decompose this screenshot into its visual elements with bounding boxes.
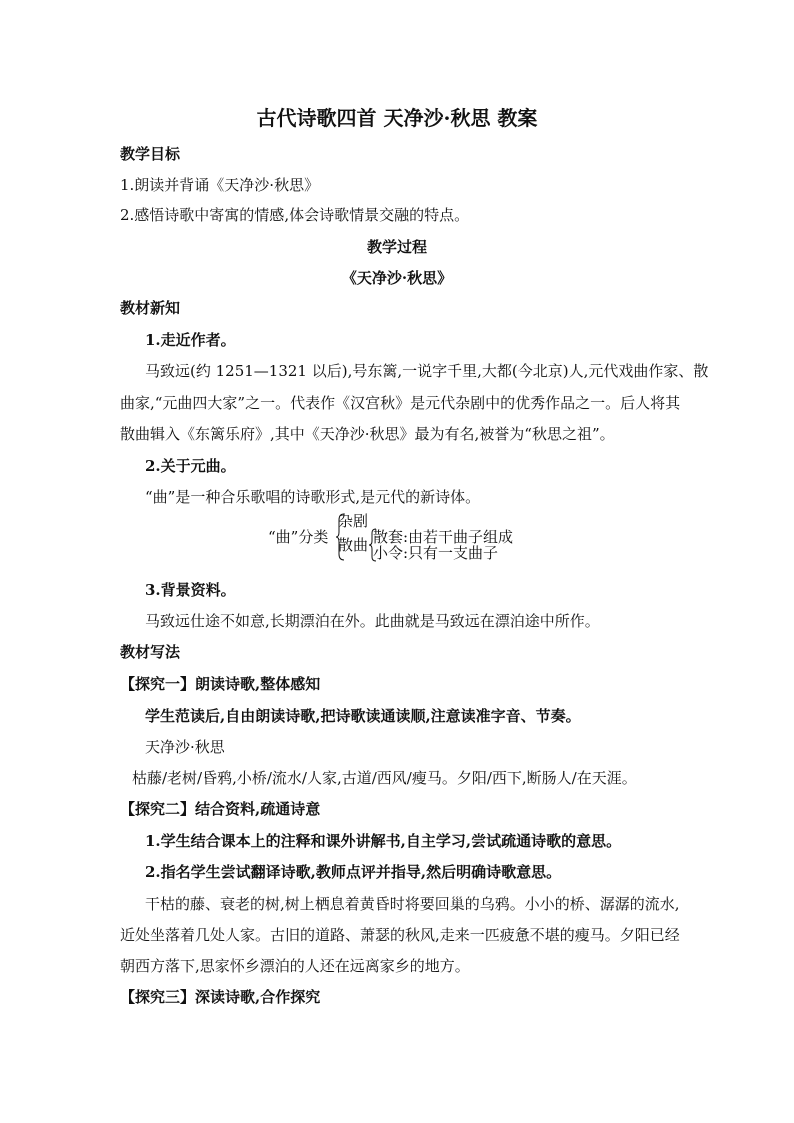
goals-heading: 教学目标 — [120, 145, 181, 163]
explore1-instruction: 学生范读后,自由朗读诗歌,把诗歌读通读顺,注意读准字音、节奏。 — [145, 707, 581, 725]
diagram-zaju-label: 杂剧 — [338, 512, 369, 530]
yuanqu-classification-diagram — [268, 512, 548, 562]
poem-title: 天净沙·秋思 — [145, 738, 225, 756]
author-line-3: 散曲辑入《东篱乐府》,其中《天净沙·秋思》最为有名,被誉为“秋思之祖”。 — [120, 425, 615, 443]
translation-line-3: 朝西方落下,思家怀乡漂泊的人还在远离家乡的地方。 — [120, 957, 470, 975]
diagram-root-label: “曲”分类 — [268, 528, 329, 546]
background-text: 马致远仕途不如意,长期漂泊在外。此曲就是马致远在漂泊途中所作。 — [145, 612, 600, 630]
explore2-step2: 2.指名学生尝试翻译诗歌,教师点评并指导,然后明确诗歌意思。 — [145, 863, 562, 881]
explore2-heading: 【探究二】结合资料,疏通诗意 — [120, 800, 321, 818]
poem-text: 枯藤/老树/昏鸦,小桥/流水/人家,古道/西风/瘦马。夕阳/西下,断肠人/在天涯。 — [132, 769, 637, 787]
goal-item-1: 1.朗读并背诵《天净沙·秋思》 — [120, 176, 320, 194]
writing-heading: 教材写法 — [120, 643, 181, 661]
author-line-1: 马致远(约 1251—1321 以后),号东篱,一说字千里,大都(今北京)人,元代戏曲作家、散 — [145, 362, 709, 380]
diagram-sanqu-label: 散曲 — [338, 536, 369, 554]
author-heading: 1.走近作者。 — [145, 331, 236, 349]
diagram-xiaoling-label: 小令:只有一支曲子 — [373, 544, 499, 562]
explore1-heading: 【探究一】朗读诗歌,整体感知 — [120, 675, 321, 693]
explore3-heading: 【探究三】深读诗歌,合作探究 — [120, 988, 321, 1006]
yuanqu-heading: 2.关于元曲。 — [145, 457, 236, 475]
author-line-2: 曲家,“元曲四大家”之一。代表作《汉宫秋》是元代杂剧中的优秀作品之一。后人将其 — [120, 394, 681, 412]
diagram-taoshu-label: 散套:由若干曲子组成 — [373, 528, 514, 546]
new-knowledge-heading: 教材新知 — [120, 299, 181, 317]
goal-item-2: 2.感悟诗歌中寄寓的情感,体会诗歌情景交融的特点。 — [120, 206, 470, 224]
background-heading: 3.背景资料。 — [145, 581, 236, 599]
process-subtitle: 《天净沙·秋思》 — [341, 269, 453, 287]
translation-line-1: 干枯的藤、衰老的树,树上栖息着黄昏时将要回巢的乌鸦。小小的桥、潺潺的流水, — [145, 895, 680, 913]
process-heading: 教学过程 — [366, 238, 427, 256]
translation-line-2: 近处坐落着几处人家。古旧的道路、萧瑟的秋风,走来一匹疲惫不堪的瘦马。夕阳已经 — [120, 926, 680, 944]
yuanqu-text: “曲”是一种合乐歌唱的诗歌形式,是元代的新诗体。 — [145, 488, 481, 506]
document-title: 古代诗歌四首 天净沙·秋思 教案 — [256, 106, 538, 130]
explore2-step1: 1.学生结合课本上的注释和课外讲解书,自主学习,尝试疏通诗歌的意思。 — [145, 832, 622, 850]
